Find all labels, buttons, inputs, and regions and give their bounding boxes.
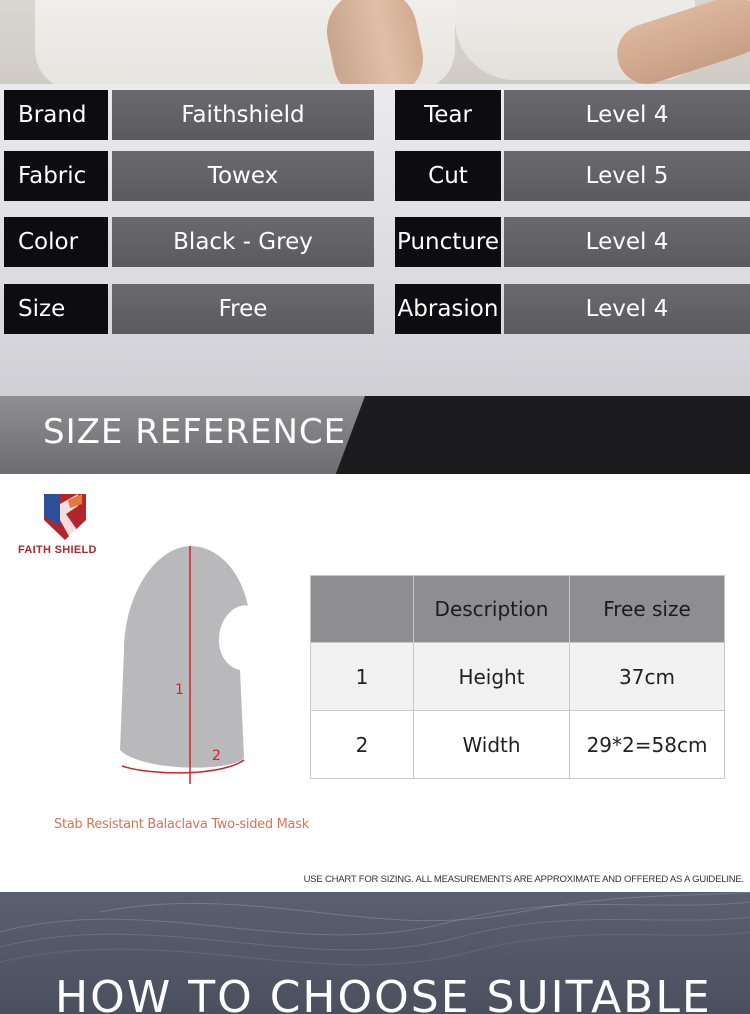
table-header-index: [311, 576, 414, 643]
table-cell-description: Width: [414, 711, 570, 779]
spec-label-abrasion: Abrasion: [395, 284, 501, 334]
size-reference-title: SIZE REFERENCE: [43, 412, 347, 452]
spec-label-size: Size: [4, 284, 108, 334]
table-row: [311, 643, 725, 711]
table-header-size: Free size: [570, 576, 725, 643]
model-photo: [0, 0, 750, 90]
sizing-disclaimer: USE CHART FOR SIZING. ALL MEASUREMENTS ARE APPROXIMATE AND OFFERED AS A GUIDELINE.: [303, 874, 744, 885]
table-header-description: Description: [414, 576, 570, 643]
spec-value-puncture: Level 4: [504, 217, 750, 267]
spec-value-abrasion: Level 4: [504, 284, 750, 334]
table-cell-size: 37cm: [570, 643, 725, 711]
spec-value-color: Black - Grey: [112, 217, 374, 267]
balaclava-diagram: [112, 540, 262, 790]
spec-label-fabric: Fabric: [4, 151, 108, 201]
faith-shield-logo-icon: [44, 494, 86, 540]
spec-label-brand: Brand: [4, 90, 108, 140]
how-to-choose-title: HOW TO CHOOSE SUITABLE: [55, 972, 712, 1014]
spec-label-tear: Tear: [395, 90, 501, 140]
spec-label-cut: Cut: [395, 151, 501, 201]
how-to-choose-banner: [0, 892, 750, 1014]
brand-name: FAITH SHIELD: [18, 544, 97, 556]
spec-label-puncture: Puncture: [395, 217, 501, 267]
table-cell-index: 2: [311, 711, 414, 779]
spec-value-cut: Level 5: [504, 151, 750, 201]
width-marker: 2: [212, 748, 221, 764]
table-header-row: [311, 576, 725, 643]
spec-value-brand: Faithshield: [112, 90, 374, 140]
height-marker: 1: [175, 682, 184, 698]
table-cell-index: 1: [311, 643, 414, 711]
mask-caption: Stab Resistant Balaclava Two-sided Mask: [54, 817, 309, 832]
spec-label-color: Color: [4, 217, 108, 267]
size-reference-banner: [0, 396, 750, 474]
spec-value-tear: Level 4: [504, 90, 750, 140]
table-row: [311, 711, 725, 779]
table-cell-size: 29*2=58cm: [570, 711, 725, 779]
spec-value-fabric: Towex: [112, 151, 374, 201]
model-arm-left: [320, 0, 431, 90]
size-table: [310, 575, 725, 779]
table-cell-description: Height: [414, 643, 570, 711]
spec-value-size: Free: [112, 284, 374, 334]
